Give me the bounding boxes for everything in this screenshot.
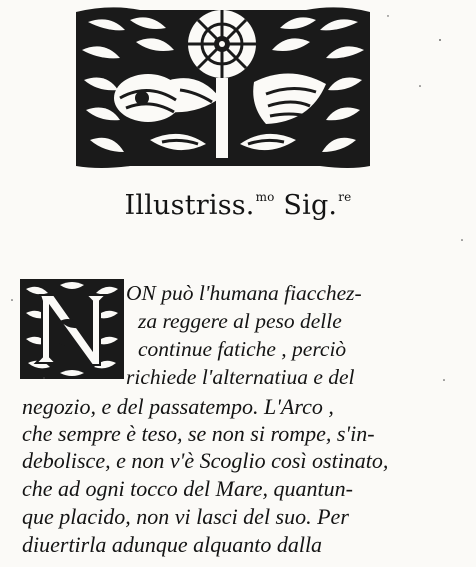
body-line-8: che ad ogni tocco del Mare, quantun-	[22, 476, 353, 501]
body-line-7: debolisce, e non v'è Scoglio così ostinato,	[22, 448, 389, 473]
body-line-2: za reggere al peso delle	[138, 309, 342, 333]
body-line-5: negozio, e del passatempo. L'Arco ,	[22, 394, 334, 419]
body-line-9: que placido, non vi lasci del suo. Per	[22, 504, 349, 529]
body-line-1: ON può l'humana fiacchez-	[126, 281, 362, 305]
decorated-initial-n	[20, 279, 124, 379]
salutation-heading	[0, 190, 476, 221]
salutation-word: Illustriss.	[124, 190, 255, 221]
salutation-superscript-re: re	[338, 190, 352, 204]
salutation-sig: Sig.	[283, 190, 338, 221]
body-line-6: che sempre è teso, se non si rompe, s'in-	[22, 421, 375, 446]
body-line-4: richiede l'alternatiua e del	[126, 365, 355, 389]
floral-headpiece-ornament	[70, 2, 376, 172]
salutation-superscript-mo: mo	[255, 190, 275, 204]
body-line-3: continue fatiche , perciò	[138, 337, 347, 361]
body-line-10: diuertirla adunque alquanto dalla	[22, 532, 323, 557]
